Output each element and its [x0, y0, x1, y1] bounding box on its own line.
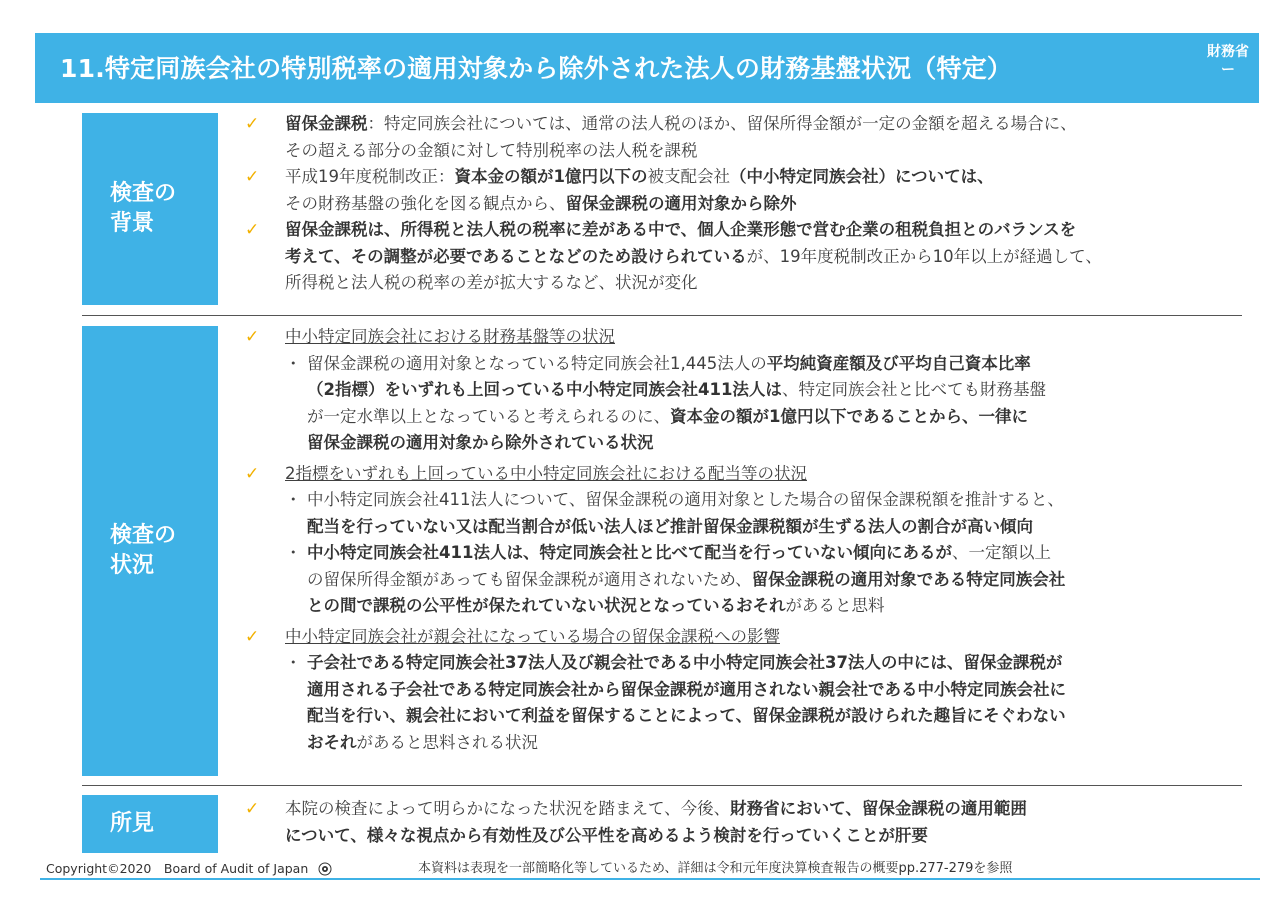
item-text: が、19年度税制改正から10年以上が経過して、 — [746, 246, 1102, 266]
item-bold-text: 留保金課税の適用対象である特定同族会社 — [751, 569, 1066, 589]
check-icon: ✓ — [245, 463, 260, 484]
check-icon: ✓ — [245, 327, 260, 347]
item-text: があると思料 — [785, 596, 885, 615]
item-text: 、特定同族会社と比べても財務基盤 — [781, 380, 1046, 399]
item-bold-text: おそれ — [307, 732, 357, 752]
status-heading: 中小特定同族会社が親会社になっている場合の留保金課税への影響 — [285, 626, 780, 646]
ministry-label — [1207, 43, 1249, 79]
item-bold-text: 留保金課税は、所得税と法人税の税率に差がある中で、個人企業形態で営む企業の租税負担とのバランスを — [285, 220, 1077, 239]
item-text: 被支配会社 — [647, 167, 730, 186]
item-text: 、一定額以上 — [951, 543, 1051, 562]
status-item-2-detail-1 — [245, 487, 1255, 540]
status-item-3 — [245, 624, 1255, 651]
label-line: 状況 — [110, 553, 155, 578]
section-divider — [82, 315, 1242, 316]
status-item-2-detail-2 — [245, 540, 1255, 620]
bullet-dot: ・ — [285, 490, 302, 509]
status-item-3-detail — [245, 650, 1255, 756]
item-bold-text: 留保金課税 — [285, 114, 368, 133]
bullet-dot: ・ — [285, 353, 302, 373]
copyright-text: Copyright©2020 Board of Audit of Japan — [46, 861, 309, 876]
item-text: の留保所得金額があっても留保金課税が適用されないため、 — [307, 569, 752, 589]
check-icon: ✓ — [245, 220, 260, 240]
check-icon: ✓ — [245, 626, 260, 647]
item-bold-text: 中小特定同族会社411法人は、特定同族会社と比べて配当を行っていない傾向にあるが — [307, 543, 952, 562]
section-label-findings — [82, 795, 218, 853]
item-text: があると思料される状況 — [356, 732, 538, 752]
status-heading: 2指標をいずれも上回っている中小特定同族会社における配当等の状況 — [285, 463, 807, 483]
item-bold-text: （2指標）をいずれも上回っている中小特定同族会社411法人は — [307, 380, 782, 399]
findings-item — [245, 796, 1255, 849]
background-item-2 — [245, 164, 1255, 217]
item-bold-text: （中小特定同族会社）については、 — [729, 167, 994, 186]
footer-note: 本資料は表現を一部簡略化等しているため、詳細は令和元年度決算検査報告の概要pp.277-279を参照 — [418, 861, 1013, 876]
bullet-dot: ・ — [285, 653, 302, 672]
check-icon: ✓ — [245, 167, 260, 187]
item-bold-text: 配当を行い、親会社において利益を留保することによって、留保金課税が設けられた趣旨にそぐわない — [307, 706, 1066, 725]
findings-content — [245, 796, 1255, 849]
item-bold-text: 配当を行っていない又は配当割合が低い法人ほど推計留保金課税額が生ずる法人の割合が高い傾向 — [307, 516, 1033, 536]
status-item-2 — [245, 461, 1255, 488]
item-text: その財務基盤の強化を図る観点から、 — [285, 193, 566, 213]
item-bold-text: 考えて、その調整が必要であることなどのため設けられている — [285, 246, 747, 266]
label-line: 所見 — [110, 811, 155, 836]
background-content — [245, 111, 1255, 297]
status-item-1-detail — [245, 351, 1255, 457]
item-bold-text: との間で課税の公平性が保たれていない状況となっているおそれ — [307, 596, 786, 615]
ministry-dash: ー — [1221, 62, 1235, 78]
item-text: 中小特定同族会社411法人について、留保金課税の適用対象とした場合の留保金課税額を推計すると、 — [307, 490, 1064, 509]
item-bold-text: 適用される子会社である特定同族会社から留保金課税が適用されない親会社である中小特定同族会社に — [307, 679, 1066, 699]
item-bold-text: 平均純資産額及び平均自己資本比率 — [766, 353, 1031, 373]
board-seal-icon — [318, 862, 332, 876]
ministry-name: 財務省 — [1207, 44, 1249, 60]
item-bold-text: 子会社である特定同族会社37法人及び親会社である中小特定同族会社37法人の中には、留保金課税が — [307, 653, 1063, 672]
item-text: が一定水準以上となっていると考えられるのに、 — [307, 406, 670, 426]
header-bar — [35, 33, 1259, 103]
section-label-status — [82, 326, 218, 776]
item-text: 所得税と法人税の税率の差が拡大するなど、状況が変化 — [285, 273, 698, 292]
section-label-background — [82, 113, 218, 305]
check-icon: ✓ — [245, 114, 260, 134]
item-text: 本院の検査によって明らかになった状況を踏まえて、今後、 — [285, 799, 731, 818]
item-text: 留保金課税の適用対象となっている特定同族会社1,445法人の — [307, 353, 767, 373]
item-bold-text: 留保金課税の適用対象から除外 — [565, 193, 797, 213]
label-line: 検査の — [110, 523, 177, 548]
item-bold-text: 財務省において、留保金課税の適用範囲 — [730, 799, 1027, 818]
check-icon: ✓ — [245, 799, 260, 819]
item-bold-text: 留保金課税の適用対象から除外されている状況 — [307, 433, 654, 452]
item-text: 平成19年度税制改正： — [285, 167, 455, 186]
status-item-1 — [245, 324, 1255, 351]
item-text: その超える部分の金額に対して特別税率の法人税を課税 — [285, 140, 698, 160]
status-content — [245, 324, 1255, 756]
background-item-1 — [245, 111, 1255, 164]
copyright — [46, 859, 332, 877]
status-heading: 中小特定同族会社における財務基盤等の状況 — [285, 327, 615, 346]
section-divider — [82, 785, 1242, 786]
bullet-dot: ・ — [285, 543, 302, 562]
page-title: 11.特定同族会社の特別税率の適用対象から除外された法人の財務基盤状況（特定） — [60, 54, 1013, 83]
item-bold-text: 資本金の額が1億円以下であることから、一律に — [670, 406, 1028, 426]
footer-divider — [40, 878, 1260, 880]
item-text: ：特定同族会社については、通常の法人税のほか、留保所得金額が一定の金額を超える場合に、 — [367, 114, 1077, 133]
label-line: 背景 — [110, 211, 155, 236]
item-bold-text: について、様々な視点から有効性及び公平性を高めるよう検討を行っていくことが肝要 — [285, 825, 928, 845]
label-line: 検査の — [110, 181, 177, 206]
item-bold-text: 資本金の額が1億円以下の — [454, 167, 648, 186]
background-item-3 — [245, 217, 1255, 297]
